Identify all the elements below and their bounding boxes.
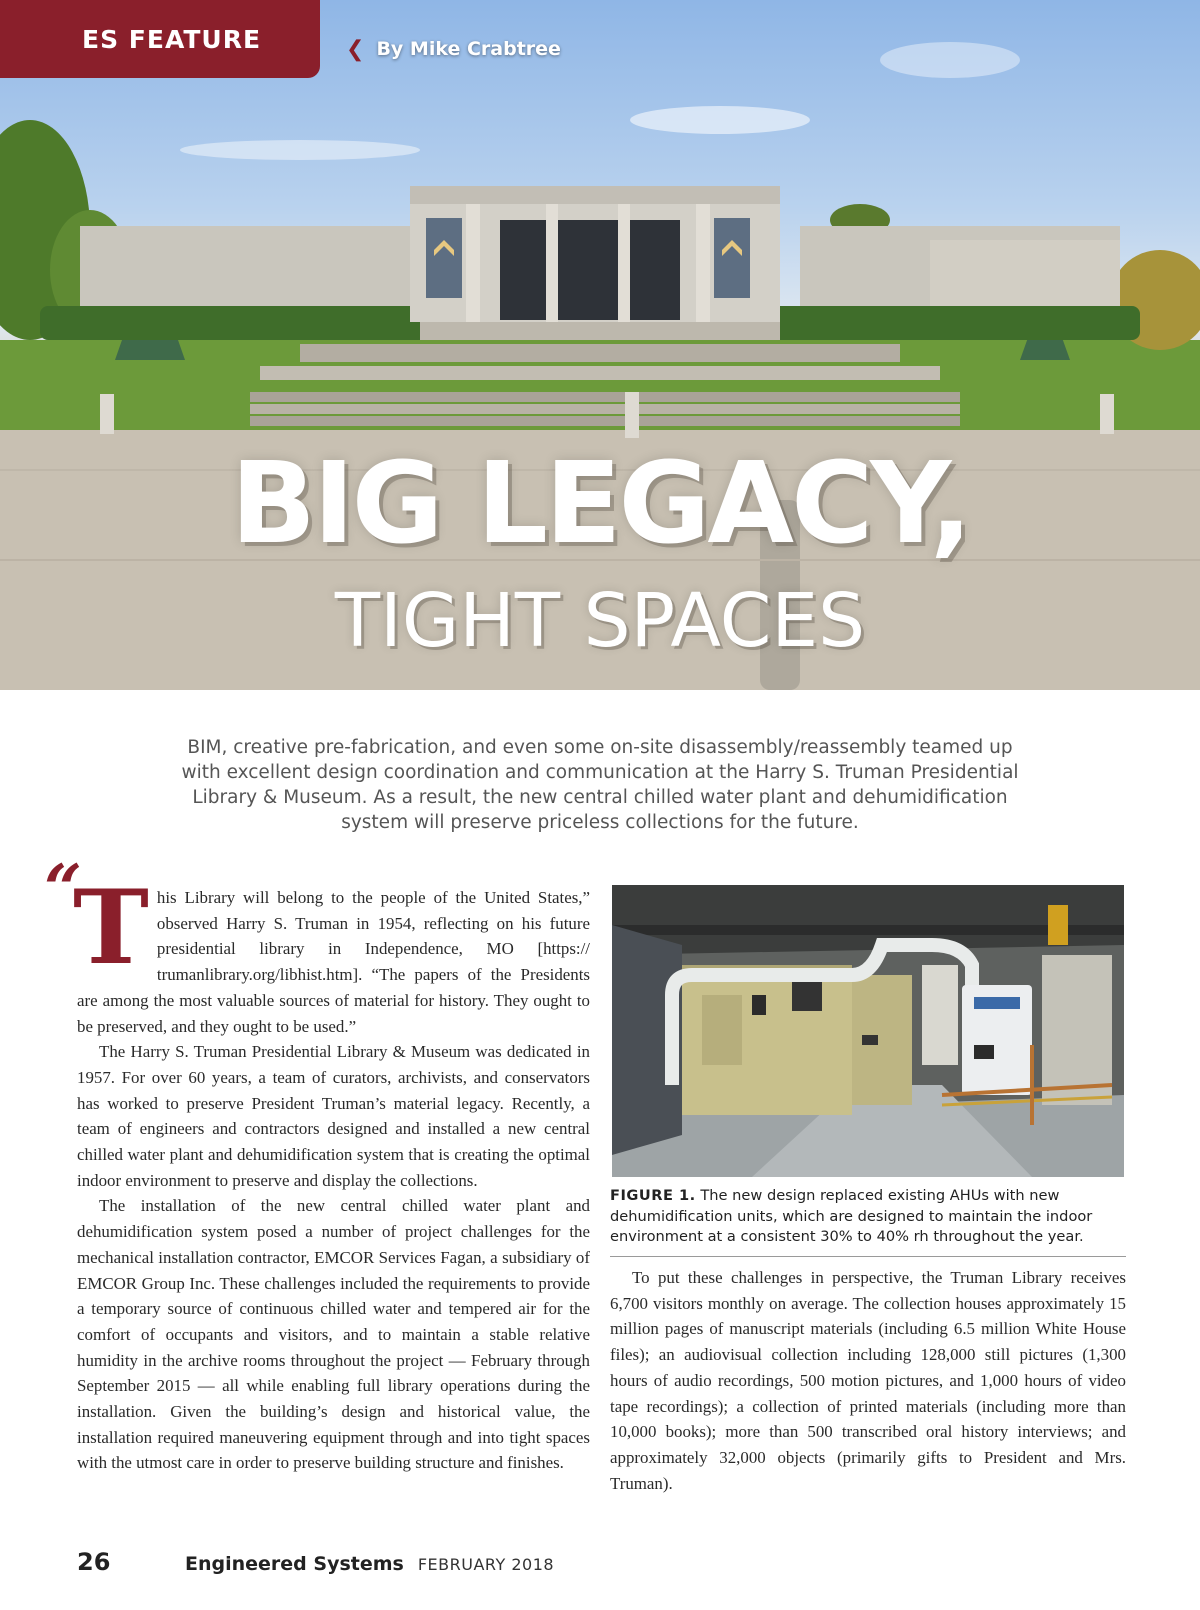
open-quote-mark: “	[44, 850, 82, 928]
figure-1-photo	[612, 885, 1124, 1177]
mechanical-room-illustration	[612, 885, 1124, 1177]
drop-cap: T	[73, 868, 149, 988]
body-column-left	[73, 868, 590, 1476]
figure-1-caption	[610, 1186, 1126, 1257]
body-paragraph-4: To put these challenges in perspective, the Truman Library receives 6,700 visitors monthly on average. The collection houses approximately 15 million pages of manuscript materials (including 6.5 million White House files); an audiovisual collection including 128,000 still pictures (1,300 hours of audio recordings, 500 motion pictures, and 1,000 hours of video tape recordings); a collection of printed materials (including more than 10,000 books); more than 500 transcribed oral history interviews; and approximately 32,000 objects (primarily gifts to President and Mrs. Truman).	[610, 1268, 1126, 1493]
figure-label: FIGURE 1.	[610, 1187, 696, 1204]
section-badge	[0, 0, 320, 78]
magazine-name: Engineered Systems	[185, 1553, 404, 1575]
article-deck: BIM, creative pre-fabrication, and even some on-site disassembly/reassembly teamed up with excellent design coordination and communication at the Harry S. Truman Presidential Library & Museum. As a result, the new central chilled water plant and dehumidification system will preserve priceless collections for the future.	[181, 737, 1019, 833]
author-name: By Mike Crabtree	[376, 38, 561, 60]
section-label: ES FEATURE	[82, 24, 262, 54]
body-paragraph-1	[73, 868, 590, 1039]
issue-date: FEBRUARY 2018	[417, 1555, 555, 1574]
byline	[346, 34, 561, 64]
hero-photo	[0, 0, 1200, 690]
page-footer	[77, 1548, 554, 1578]
paragraph-1-text: his Library will belong to the people of the United States,” observed Harry S. Truman in 1954, reflecting on his future presidential library in Independence, MO [https:// trumanlibrary.org/libhist.htm]. “The papers of the Presidents are among the most valuable sources of material for history. They ought to be preserved, and they ought to be used.”	[77, 888, 590, 1036]
body-paragraph-3: The installation of the new central chilled water plant and dehumidification system posed a number of project challenges for the mechanical installation contractor, EMCOR Services Fagan, a subsidiary of EMCOR Group Inc. These challenges included the requirements to provide a temporary source of continuous chilled water and tempered air for the comfort of occupants and visitors, and to maintain a stable relative humidity in the archive rooms throughout the project — February through September 2015 — all while enabling full library operations during the installation. Given the building’s design and historical value, the installation required maneuvering equipment through and into tight spaces with the utmost care in order to preserve building structure and finishes.	[77, 1196, 590, 1473]
headline-line-2: TIGHT SPACES	[334, 578, 866, 664]
headline-line-1: BIG LEGACY,	[230, 439, 970, 569]
body-paragraph-2: The Harry S. Truman Presidential Library & Museum was dedicated in 1957. For over 60 years, a team of curators, archivists, and conservators has worked to preserve President Truman’s material legacy. Recently, a team of engineers and contractors designed and installed a new central chilled water plant and dehumidification system that is creating the optimal indoor environment to preserve and display the collections.	[77, 1042, 590, 1190]
figure-caption-text: The new design replaced existing AHUs with new dehumidification units, which are designed to maintain the indoor environment at a consistent 30% to 40% rh throughout the year.	[610, 1187, 1093, 1245]
chevron-left-icon: ❮	[346, 36, 365, 62]
page-number: 26	[77, 1548, 111, 1576]
